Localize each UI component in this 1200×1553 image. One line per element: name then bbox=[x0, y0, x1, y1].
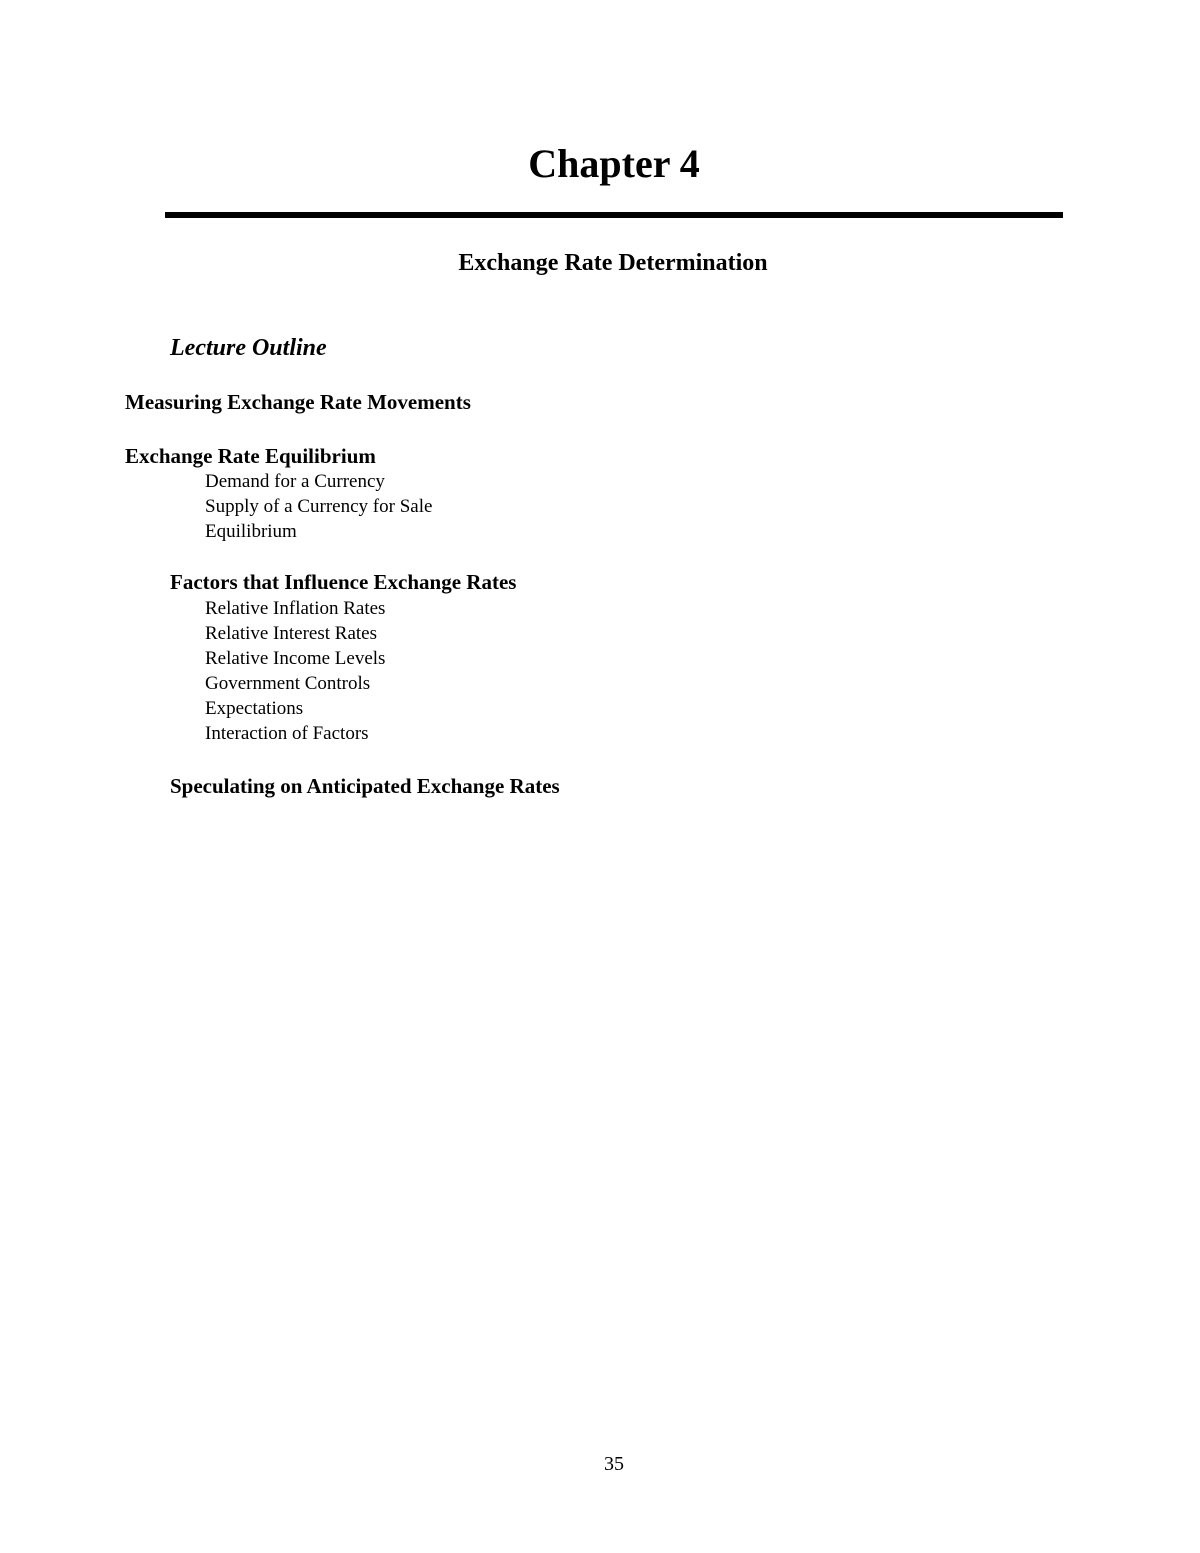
section-heading-equilibrium: Exchange Rate Equilibrium bbox=[125, 444, 376, 468]
list-item: Interaction of Factors bbox=[205, 723, 369, 744]
list-item: Equilibrium bbox=[205, 521, 297, 542]
list-item: Expectations bbox=[205, 698, 304, 719]
chapter-title: Chapter 4 bbox=[528, 141, 700, 186]
list-item: Relative Interest Rates bbox=[205, 623, 377, 644]
outline-heading: Lecture Outline bbox=[170, 335, 327, 361]
title-divider bbox=[165, 212, 1063, 218]
page-number: 35 bbox=[604, 1453, 624, 1475]
factors-subtopics bbox=[205, 596, 385, 746]
list-item: Supply of a Currency for Sale bbox=[205, 496, 433, 517]
equilibrium-subtopics bbox=[205, 469, 432, 544]
list-item: Government Controls bbox=[205, 673, 371, 694]
chapter-subtitle: Exchange Rate Determination bbox=[458, 250, 768, 276]
list-item: Demand for a Currency bbox=[205, 471, 385, 492]
list-item: Relative Income Levels bbox=[205, 648, 386, 669]
list-item: Relative Inflation Rates bbox=[205, 598, 386, 619]
section-heading-speculating: Speculating on Anticipated Exchange Rates bbox=[170, 774, 560, 798]
section-heading-factors: Factors that Influence Exchange Rates bbox=[170, 570, 517, 594]
section-heading-measuring: Measuring Exchange Rate Movements bbox=[125, 390, 471, 414]
